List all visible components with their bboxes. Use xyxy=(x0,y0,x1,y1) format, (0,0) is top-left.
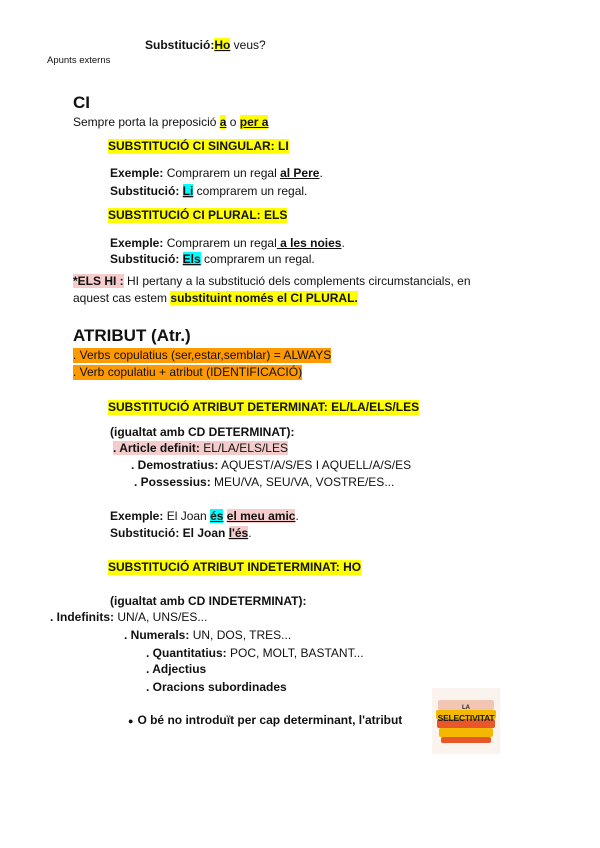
atribut-det-igualtat: (igualtat amb CD DETERMINAT): xyxy=(110,425,295,439)
atribut-example: Exemple: El Joan és el meu amic. xyxy=(110,509,299,523)
quantitatius-line: . Quantitatius: POC, MOLT, BASTANT... xyxy=(146,646,364,660)
bullet-icon: ● xyxy=(128,716,134,726)
atribut-substitution: Substitució: El Joan l'és. xyxy=(110,526,252,540)
atribut-indet-igualtat: (igualtat amb CD INDETERMINAT): xyxy=(110,594,307,608)
oracions-line: . Oracions subordinades xyxy=(146,680,287,694)
ci-intro: Sempre porta la preposició a o per a xyxy=(73,115,269,129)
possessius-line: . Possessius: MEU/VA, SEU/VA, VOSTRE/ES... xyxy=(134,475,395,489)
atribut-title: ATRIBUT (Atr.) xyxy=(73,326,191,345)
ci-plural-heading: SUBSTITUCIÓ CI PLURAL: ELS xyxy=(108,208,288,222)
header-substitution: Substitució:Ho veus? xyxy=(145,38,266,52)
indefinits-line: . Indefinits: UN/A, UNS/ES... xyxy=(50,610,208,624)
numerals-line: . Numerals: UN, DOS, TRES... xyxy=(124,628,292,642)
adjectius-line: . Adjectius xyxy=(146,662,207,676)
atribut-determinat-heading: SUBSTITUCIÓ ATRIBUT DETERMINAT: EL/LA/ELS/LES xyxy=(108,400,420,414)
logo-main-text: SELECTIVITAT xyxy=(437,713,495,723)
ci-note-line-2: aquest cas estem substituint només el CI PLURAL. xyxy=(73,291,358,305)
logo-small-text: LA xyxy=(462,705,470,711)
article-definit-line: . Article definit: EL/LA/ELS/LES xyxy=(113,441,288,455)
atribut-indeterminat-heading: SUBSTITUCIÓ ATRIBUT INDETERMINAT: HO xyxy=(108,560,362,574)
ci-substitution-1: Substitució: Li comprarem un regal. xyxy=(110,184,308,198)
ci-substitution-2: Substitució: Els comprarem un regal. xyxy=(110,252,315,266)
demostratius-line: . Demostratius: AQUEST/A/S/ES I AQUELL/A/S/ES xyxy=(131,458,412,472)
ci-singular-heading: SUBSTITUCIÓ CI SINGULAR: LI xyxy=(108,139,289,153)
ci-note-line-1: *ELS HI : HI pertany a la substitució dels complements circumstancials, en xyxy=(73,274,471,288)
ci-example-2: Exemple: Comprarem un regal a les noies. xyxy=(110,236,345,250)
atribut-bullet-item: ● O bé no introduït per cap determinant, l'atribut xyxy=(128,713,403,727)
ci-example-1: Exemple: Comprarem un regal al Pere. xyxy=(110,166,323,180)
ci-title: CI xyxy=(73,93,90,112)
selectivitat-logo xyxy=(432,688,500,754)
apunts-externs-label: Apunts externs xyxy=(47,55,111,66)
atribut-rule-1: . Verbs copulatius (ser,estar,semblar) = ALWAYS xyxy=(73,348,332,362)
atribut-rule-2: . Verb copulatiu + atribut (IDENTIFICACIÓ) xyxy=(73,365,303,379)
